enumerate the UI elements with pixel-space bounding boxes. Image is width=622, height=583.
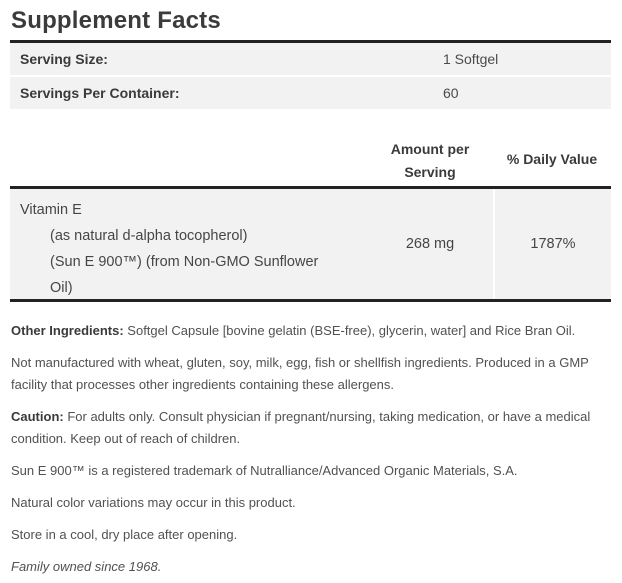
serving-size-row [10,43,611,75]
other-ingredients-label: Other Ingredients: [11,323,124,338]
servings-per-container-value: 60 [443,85,459,101]
storage-note [11,524,611,546]
supplement-facts-title: Supplement Facts [11,7,221,34]
caution-note [11,406,611,450]
nutrient-column-headers [10,111,611,186]
serving-size-label: Serving Size: [20,51,108,67]
trademark-note [11,460,611,482]
color-variation-text: Natural color variations may occur in this product. [11,495,296,510]
trademark-text: Sun E 900™ is a registered trademark of Nutralliance/Advanced Organic Materials, S.A. [11,463,518,478]
storage-text: Store in a cool, dry place after opening. [11,527,238,542]
nutrient-detail-line: Oil) [50,280,73,296]
percent-daily-value-header: % Daily Value [506,151,598,167]
allergen-text: Not manufactured with wheat, gluten, soy, milk, egg, fish or shellfish ingredients. Produced in a GMP facility that processes other ingredients containing these allergens. [11,355,589,392]
vitamin-e-description [20,197,360,301]
other-ingredients-text: Softgel Capsule [bovine gelatin (BSE-free), glycerin, water] and Rice Bran Oil. [123,323,576,338]
family-owned-note [11,556,611,578]
family-owned-text: Family owned since 1968. [11,559,162,574]
allergen-note [11,352,611,396]
vitamin-e-row [10,189,611,299]
servings-per-container-label: Servings Per Container: [20,85,180,101]
caution-text: For adults only. Consult physician if pregnant/nursing, taking medication, or have a medical condition. Keep out of reach of children. [11,409,591,446]
vitamin-e-amount: 268 mg [405,236,455,252]
nutrient-name: Vitamin E [20,202,82,218]
footnotes-section [10,302,611,578]
vitamin-e-daily-value: 1787% [530,236,576,252]
other-ingredients-note [11,320,611,342]
nutrient-detail-line: (Sun E 900™) (from Non-GMO Sunflower [50,254,319,270]
servings-per-container-row [10,77,611,109]
amount-per-serving-header: Amount per Serving [390,141,470,180]
serving-size-value: 1 Softgel [443,51,499,67]
caution-label: Caution: [11,409,64,424]
color-variation-note [11,492,611,514]
nutrient-detail-line: (as natural d-alpha tocopherol) [50,228,248,244]
